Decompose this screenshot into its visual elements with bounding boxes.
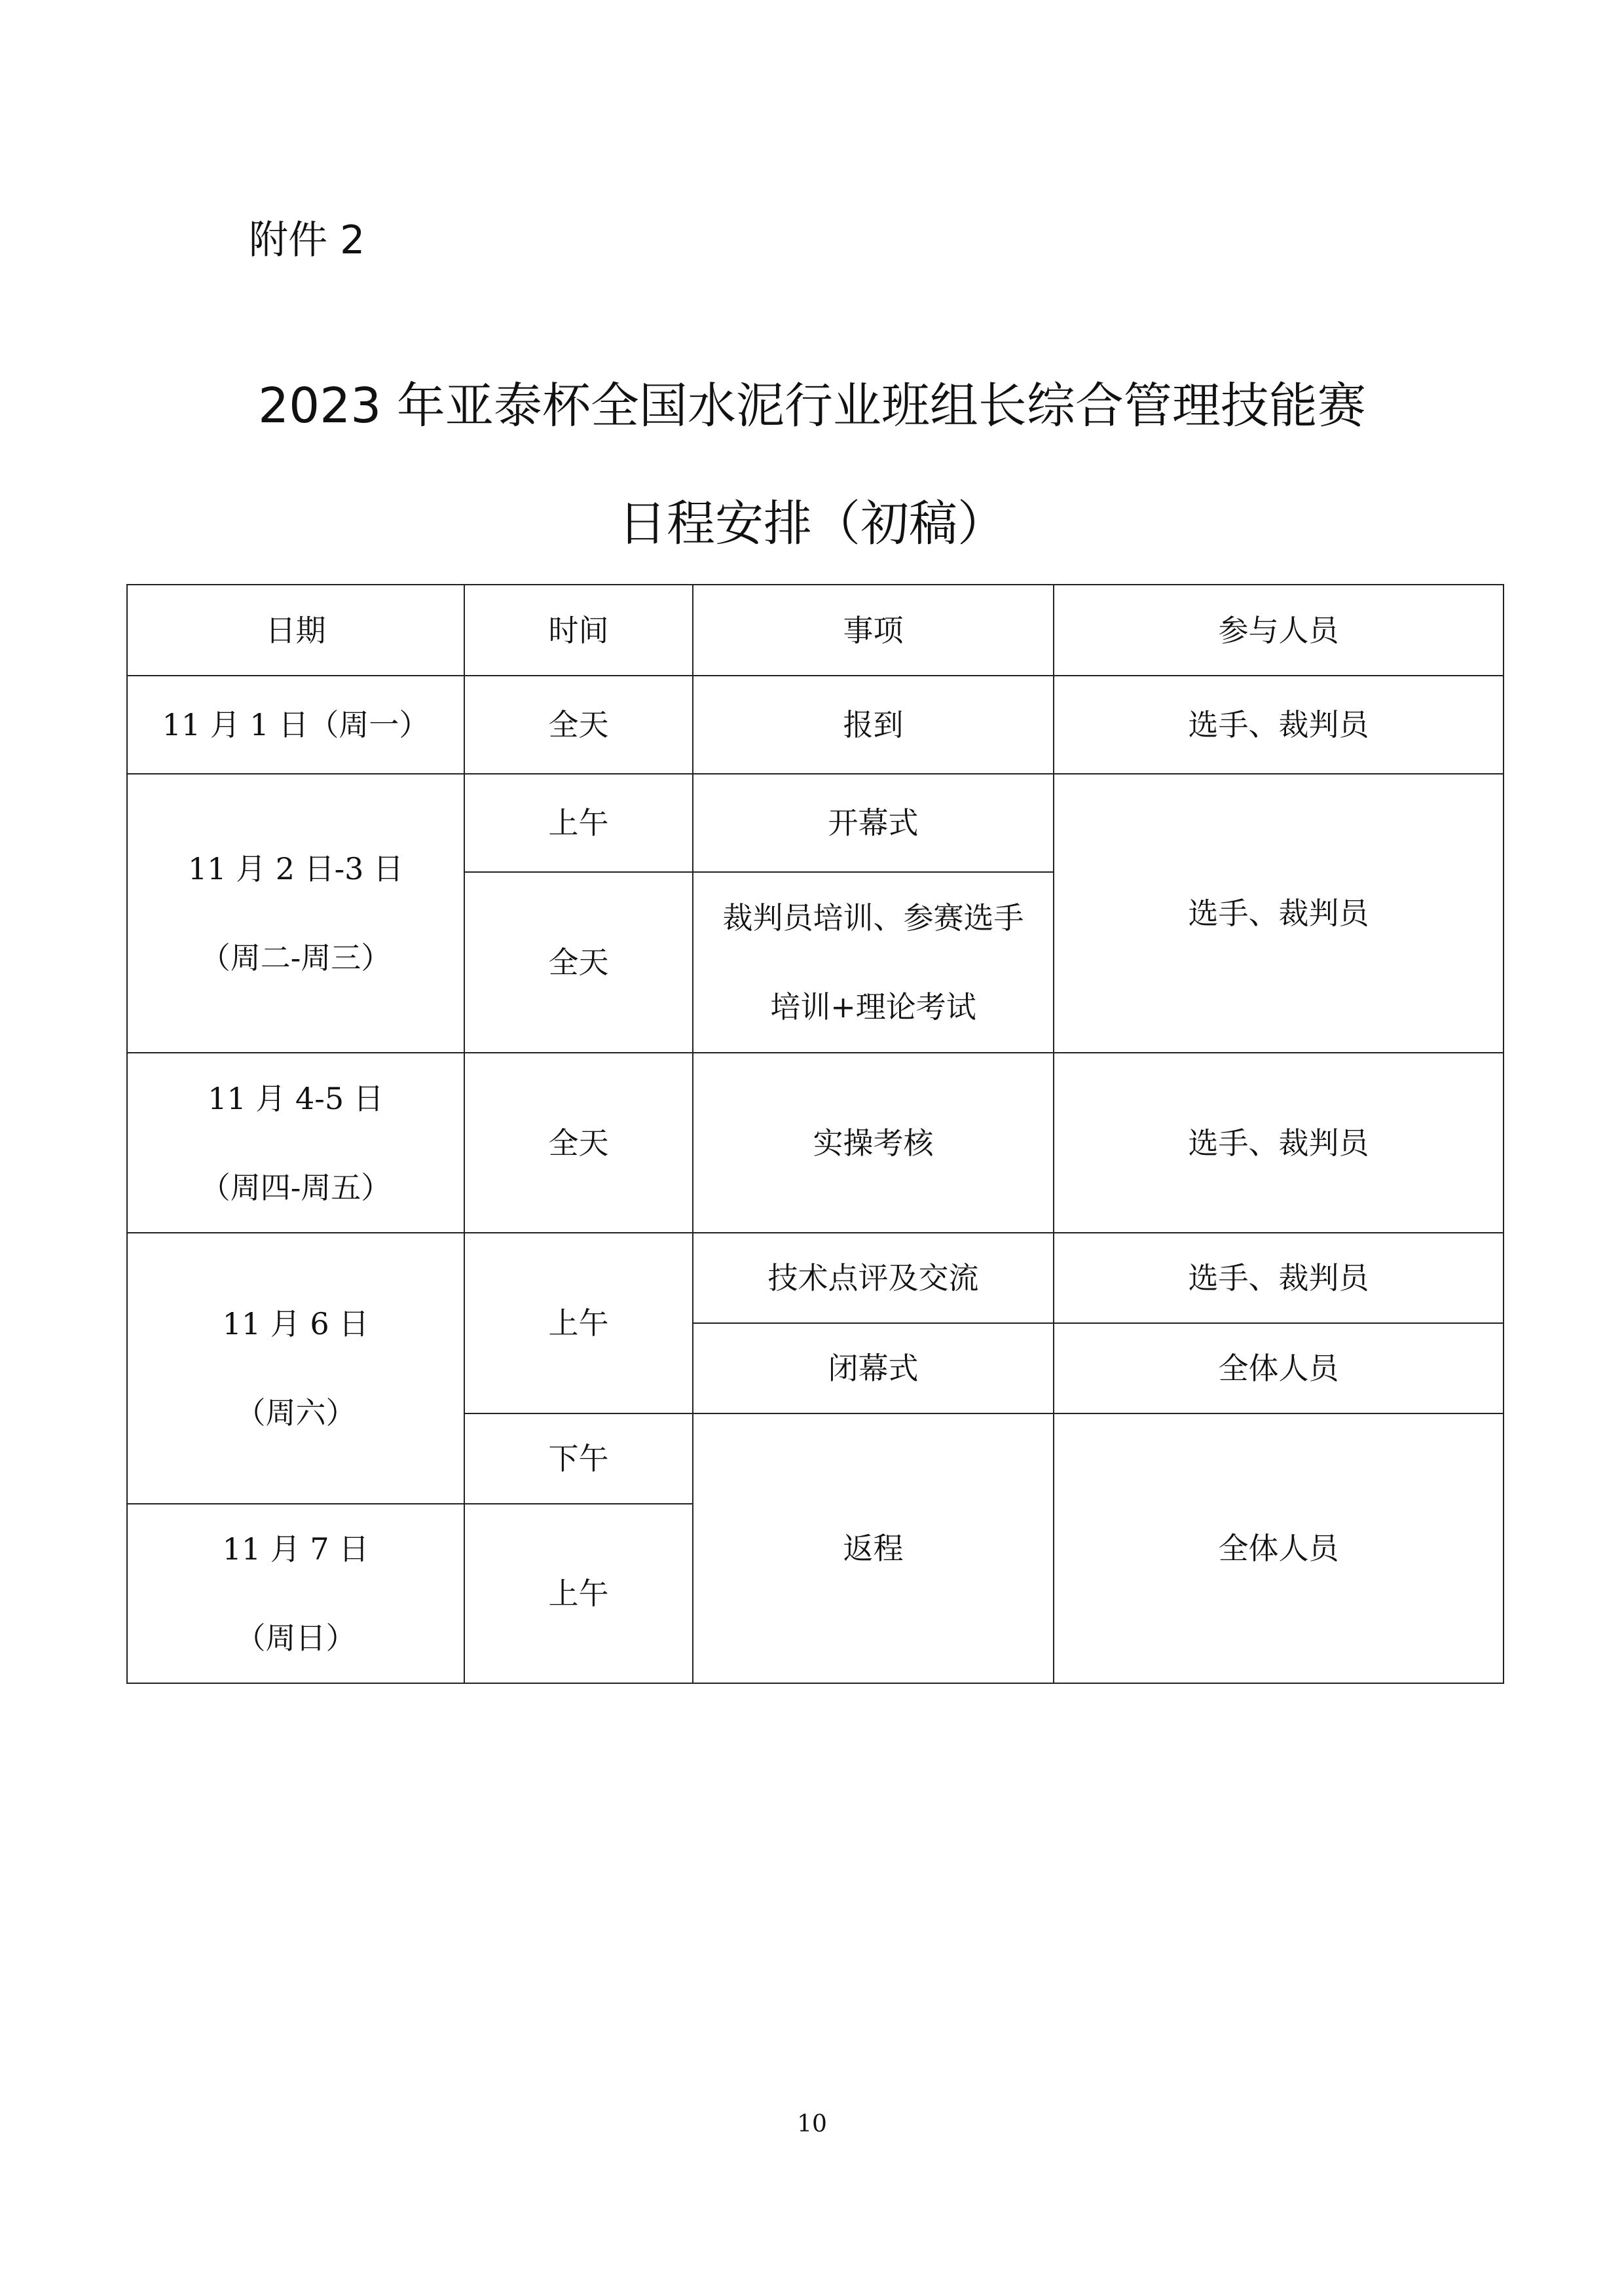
table-row bbox=[127, 1233, 1504, 1323]
cell-item: 实操考核 bbox=[693, 1053, 1054, 1233]
schedule-table bbox=[126, 584, 1504, 1684]
cell-time: 全天 bbox=[464, 872, 693, 1053]
cell-item: 闭幕式 bbox=[693, 1323, 1054, 1413]
table-row bbox=[127, 676, 1504, 774]
document-subtitle: 日程安排（初稿） bbox=[618, 496, 1006, 552]
weekday-line: （周日） bbox=[235, 1620, 356, 1656]
header-item: 事项 bbox=[693, 585, 1054, 676]
date-line: 11 月 7 日 bbox=[222, 1531, 369, 1567]
table-header-row bbox=[127, 585, 1504, 676]
cell-date: 11 月 1 日（周一） bbox=[127, 676, 464, 774]
cell-people: 选手、裁判员 bbox=[1054, 1053, 1504, 1233]
cell-item bbox=[693, 872, 1054, 1053]
weekday-line: （周四-周五） bbox=[200, 1169, 392, 1205]
date-line: 11 月 4-5 日 bbox=[208, 1080, 384, 1116]
table-row bbox=[127, 1053, 1504, 1233]
cell-time: 全天 bbox=[464, 1053, 693, 1233]
cell-time: 下午 bbox=[464, 1413, 693, 1504]
cell-time: 上午 bbox=[464, 1504, 693, 1683]
cell-people: 选手、裁判员 bbox=[1054, 774, 1504, 1053]
date-line: 11 月 2 日-3 日 bbox=[187, 851, 404, 886]
cell-item: 开幕式 bbox=[693, 774, 1054, 872]
cell-date bbox=[127, 1504, 464, 1683]
cell-time: 全天 bbox=[464, 676, 693, 774]
page-number: 10 bbox=[797, 2111, 827, 2138]
weekday-line: （周二-周三） bbox=[200, 940, 392, 975]
cell-date bbox=[127, 1233, 464, 1504]
cell-item: 返程 bbox=[693, 1413, 1054, 1683]
header-date: 日期 bbox=[127, 585, 464, 676]
document-title: 2023 年亚泰杯全国水泥行业班组长综合管理技能赛 bbox=[258, 378, 1366, 434]
header-people: 参与人员 bbox=[1054, 585, 1504, 676]
cell-people: 全体人员 bbox=[1054, 1323, 1504, 1413]
cell-time: 上午 bbox=[464, 1233, 693, 1413]
cell-date bbox=[127, 1053, 464, 1233]
weekday-line: （周六） bbox=[235, 1395, 356, 1430]
date-line: 11 月 6 日 bbox=[222, 1306, 369, 1341]
header-time: 时间 bbox=[464, 585, 693, 676]
cell-date bbox=[127, 774, 464, 1053]
cell-item: 报到 bbox=[693, 676, 1054, 774]
cell-people: 全体人员 bbox=[1054, 1413, 1504, 1683]
cell-item: 技术点评及交流 bbox=[693, 1233, 1054, 1323]
cell-time: 上午 bbox=[464, 774, 693, 872]
cell-people: 选手、裁判员 bbox=[1054, 676, 1504, 774]
attachment-label: 附件 2 bbox=[249, 217, 365, 263]
item-line: 裁判员培训、参赛选手 bbox=[722, 900, 1024, 936]
cell-people: 选手、裁判员 bbox=[1054, 1233, 1504, 1323]
item-line: 培训+理论考试 bbox=[770, 989, 976, 1025]
table-row bbox=[127, 774, 1504, 872]
